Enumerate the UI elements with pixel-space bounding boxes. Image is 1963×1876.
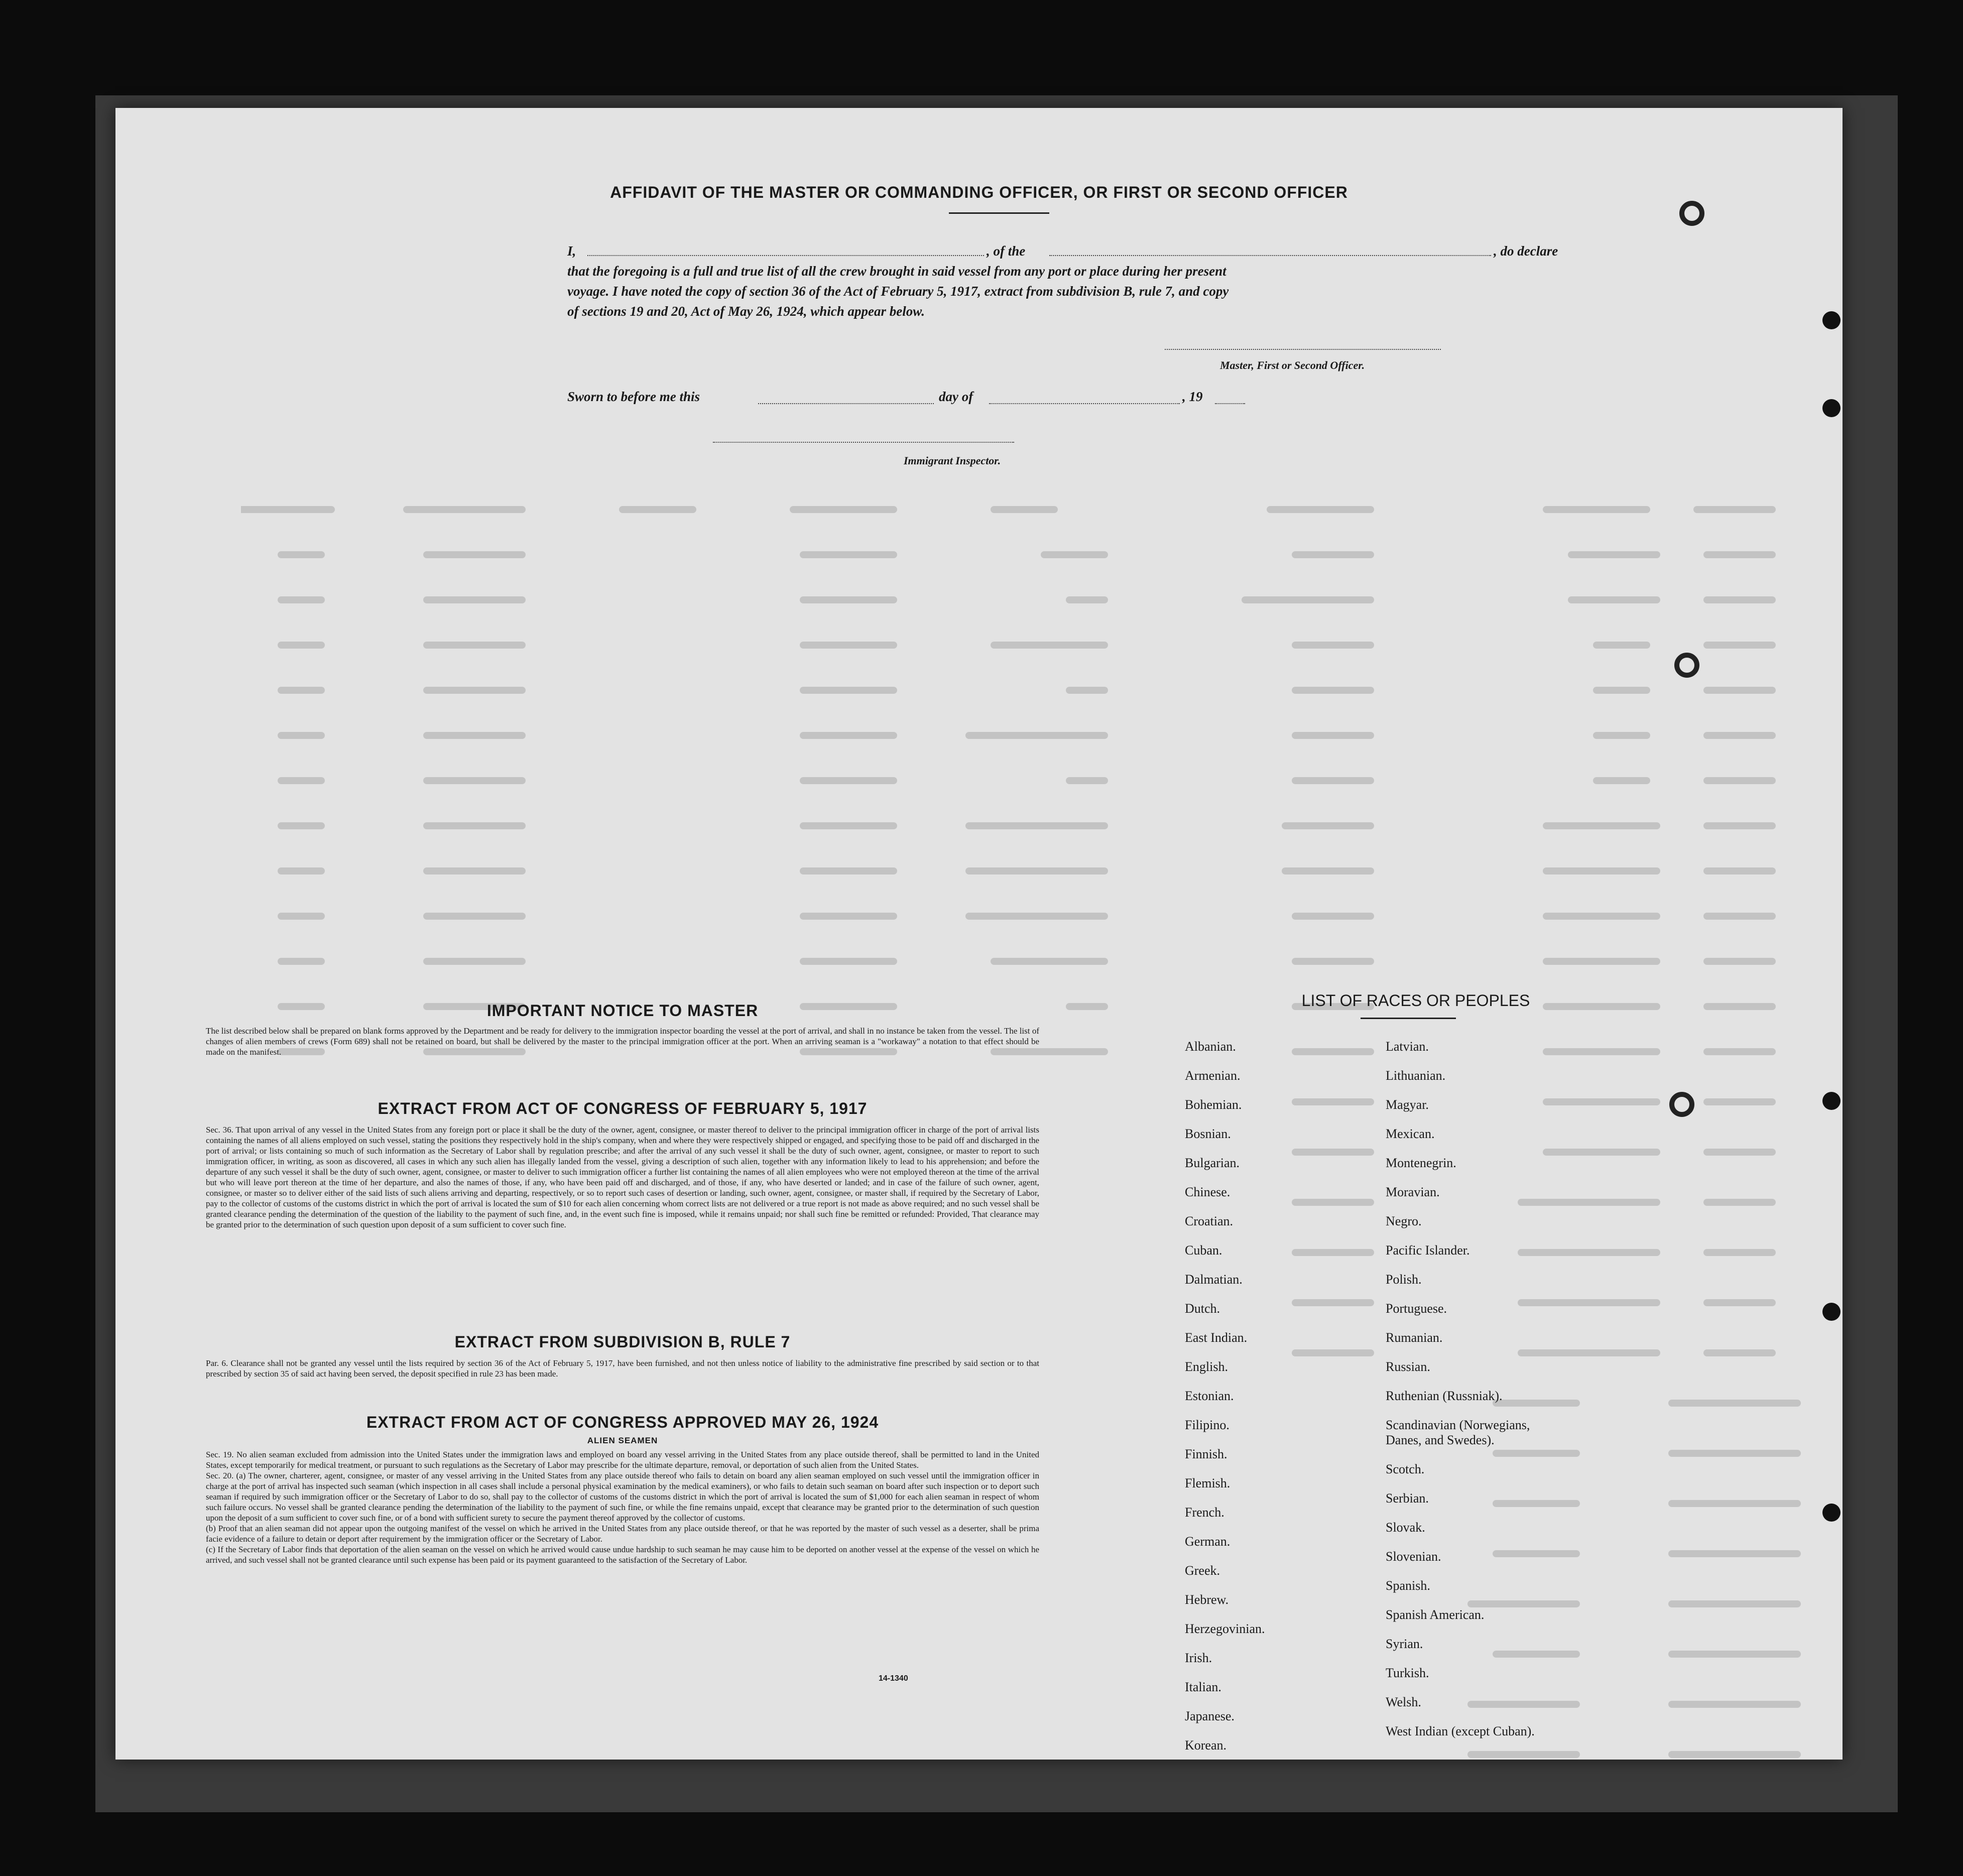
- section-19: Sec. 19. No alien seaman excluded from admission into the United States under the immigration laws and employed on board any vessel arriving in the United States from any place outside thereof, shall be permitted to land in the United States, except temporarily for medical treatment, or pursuant to such regulations as the Secretary of Labor may prescribe for the ultimate departure, removal, or deportation of such alien from the United States.: [206, 1450, 1039, 1470]
- notice-text: The list described below shall be prepared on blank forms approved by the Department and be ready for delivery to the immigration inspector boarding the vessel at the port of arrival, and shall in no instance be taken from the vessel. The list of changes of alien members of crews (Form 689) shall not be retained on board, but shall be delivered by the master to the principal immigration officer at the port. When an arriving seaman is a "workaway" a notation to that effect should be made on the manifest.: [206, 1026, 1039, 1057]
- race-item: Welsh.: [1386, 1695, 1421, 1709]
- extract-rule7-text: Par. 6. Clearance shall not be granted any vessel until the lists required by section 36 of the Act of February 5, 1917, have been furnished, and not then unless notice of liability to the administrative fine prescribed by said section or to that prescribed by section 35 of said act having been served, the deposit specified in rule 23 has been made.: [206, 1358, 1039, 1379]
- race-item: Slovak.: [1386, 1520, 1425, 1535]
- race-item: Rumanian.: [1386, 1330, 1443, 1345]
- race-item: Bulgarian.: [1185, 1156, 1240, 1170]
- name-field[interactable]: [587, 255, 984, 256]
- race-item: Albanian.: [1185, 1039, 1236, 1054]
- race-item: Finnish.: [1185, 1447, 1228, 1461]
- section-20b: (b) Proof that an alien seaman did not appear upon the outgoing manifest of the vessel on which he arrived in the United States from any place outside thereof, or that he was reported by the master of such vessel as a deserter, shall be prima facie evidence of a failure to detain or deport after requirement by the immigration officer or the Secretary of Labor.: [206, 1524, 1039, 1544]
- race-item: Estonian.: [1185, 1389, 1234, 1403]
- section-20c: (c) If the Secretary of Labor finds that deportation of the alien seaman on the vessel on which he arrived would cause undue hardship to such seaman he may cause him to be deported on another vessel at the expense of the vessel on which he arrived, and such vessel shall not be granted clearance until such expense has been paid or its payment guaranteed to the satisfaction of the Secretary of Labor.: [206, 1545, 1039, 1565]
- race-item: Cuban.: [1185, 1243, 1222, 1258]
- race-item: Polish.: [1386, 1272, 1422, 1287]
- race-item: Japanese.: [1185, 1709, 1235, 1723]
- notice-title: IMPORTANT NOTICE TO MASTER: [486, 1002, 759, 1020]
- race-item: Negro.: [1386, 1214, 1422, 1228]
- race-item: East Indian.: [1185, 1330, 1248, 1345]
- title-rule: [949, 212, 1049, 214]
- race-item: Turkish.: [1386, 1666, 1429, 1680]
- race-item: Irish.: [1185, 1651, 1212, 1665]
- vessel-field[interactable]: [1049, 255, 1491, 256]
- race-item: Bosnian.: [1185, 1127, 1231, 1141]
- race-item: Russian.: [1386, 1359, 1430, 1374]
- race-item: English.: [1185, 1359, 1228, 1374]
- race-item: Croatian.: [1185, 1214, 1234, 1228]
- races-title: LIST OF RACES OR PEOPLES: [1301, 991, 1530, 1010]
- affidavit-body: [567, 241, 1591, 321]
- punch-hole: [1822, 1504, 1841, 1522]
- race-item: Lithuanian.: [1386, 1068, 1446, 1083]
- statement-line-1: that the foregoing is a full and true list of all the crew brought in said vessel from any port or place during her present: [567, 264, 1226, 279]
- section-20a: Sec. 20. (a) The owner, charterer, agent, consignee, or master of any vessel arriving in the United States from any place outside thereof who fails to detain on board any alien seaman employed on such vessel until the immigration officer in charge at the port of arrival has inspected such seaman (which inspection in all cases shall include a personal physical examination by the medical examiners), or who fails to detain such seaman on board after such inspection or to deport such seaman if required by such immigration officer or the Secretary of Labor to do so, shall pay to the collector of customs of the customs district in which the port of arrival is located the sum of $1,000 for each alien seaman in respect of whom such failure occurs. No vessel shall be granted clearance pending the determination of the liability to the payment of such fine, or while the fine remains unpaid, except that clearance may be granted prior to the determination of such question upon the deposit of a sum sufficient to cover such fine, or of a bond with sufficient surety to secure the payment thereof approved by the collector of customs.: [206, 1471, 1039, 1523]
- race-item: Syrian.: [1386, 1637, 1423, 1651]
- punch-hole-ring: [1679, 201, 1704, 226]
- bleed-through-lower-lines: [894, 1393, 1822, 1760]
- race-item: Italian.: [1185, 1680, 1221, 1694]
- race-item: French.: [1185, 1505, 1224, 1520]
- year-prefix-label: , 19: [1182, 389, 1203, 404]
- punch-hole: [1822, 1303, 1841, 1321]
- race-item: Hebrew.: [1185, 1592, 1229, 1607]
- statement-line-3: of sections 19 and 20, Act of May 26, 1924, which appear below.: [567, 304, 925, 319]
- document-page: [115, 108, 1843, 1760]
- statement-line-2: voyage. I have noted the copy of section 36 of the Act of February 5, 1917, extract from subdivision B, rule 7, and copy: [567, 284, 1229, 299]
- day-of-label: day of: [939, 389, 973, 404]
- race-item: Pacific Islander.: [1386, 1243, 1470, 1258]
- race-item: Moravian.: [1386, 1185, 1440, 1199]
- race-item: Slovenian.: [1386, 1549, 1441, 1564]
- extract-1917-title: EXTRACT FROM ACT OF CONGRESS OF FEBRUARY 5, 1917: [378, 1099, 868, 1117]
- race-item: Spanish.: [1386, 1578, 1430, 1593]
- race-item: Portuguese.: [1386, 1301, 1447, 1316]
- race-item: Spanish American.: [1386, 1607, 1485, 1622]
- punch-hole: [1822, 1092, 1841, 1110]
- inspector-caption: Immigrant Inspector.: [904, 454, 1001, 467]
- do-declare-label: , do declare: [1494, 243, 1558, 259]
- race-item: Scotch.: [1386, 1462, 1425, 1476]
- race-item: Scandinavian (Norwegians, Danes, and Swedes).: [1386, 1418, 1530, 1447]
- race-item: Flemish.: [1185, 1476, 1231, 1490]
- races-title-rule: [1361, 1018, 1456, 1019]
- of-the-label: , of the: [987, 243, 1026, 259]
- form-number: 14-1340: [879, 1674, 908, 1683]
- race-item: Magyar.: [1386, 1097, 1429, 1112]
- sworn-year-field[interactable]: [1215, 403, 1245, 404]
- inspector-signature-line[interactable]: [713, 442, 1014, 443]
- race-item: Chinese.: [1185, 1185, 1231, 1199]
- i-label: I,: [567, 243, 576, 259]
- race-item: Serbian.: [1386, 1491, 1429, 1506]
- extract-1917-text: Sec. 36. That upon arrival of any vessel in the United States from any foreign port or place it shall be the duty of the owner, agent, consignee, or master thereof to deliver to the principal immigration officer in charge of the port of arrival lists containing the names of all aliens employed on such vessel, stating the positions they respectively hold in the ship's company, when and where they were respectively shipped or engaged, and specifying those to be paid off and discharged in the port of arrival; or lists containing so much of such information as the Secretary of Labor shall by regulation prescribe; and after the arrival of any such vessel it shall be the duty of such owner, agent, consignee, or master to report to such immigration officer, in writing, as soon as discovered, all cases in which any such alien has illegally landed from the vessel, giving a description of such alien, together with any information likely to lead to his apprehension; and before the departure of any such vessel it shall be the duty of such owner, agent, consignee, or master to deliver to such immigration officer a further list containing the names of all alien employees who were not employed thereon at the time of the arrival but who will leave port thereon at the time of her departure, and also the names of those, if any, who have been paid off and discharged, and of those, if any, who have deserted or landed; and in case of the failure of such owner, agent, consignee, or master so to deliver either of the said lists of such aliens arriving and departing, respectively, or so to report such cases of desertion or landing, such owner, agent, consignee, or master shall, if required by the Secretary of Labor, pay to the collector of customs of the customs district in which the port of arrival is located the sum of $10 for each alien concerning whom correct lists are not delivered or a true report is not made as above required; and no such vessel shall be granted clearance pending the determination of the question of the liability to the payment of such fine, and, in the event such fine is imposed, while it remains unpaid; nor shall such fine be remitted or refunded: Provided, That clearance may be granted prior to the determination of such question upon deposit of a sum sufficient to cover such fine.: [206, 1125, 1039, 1229]
- master-caption: Master, First or Second Officer.: [1220, 359, 1365, 371]
- extract-1924-text: [206, 1449, 1039, 1565]
- affidavit-title: AFFIDAVIT OF THE MASTER OR COMMANDING OFFICER, OR FIRST OR SECOND OFFICER: [610, 183, 1348, 201]
- race-item: Latvian.: [1386, 1039, 1429, 1054]
- race-item: Armenian.: [1185, 1068, 1241, 1083]
- race-item: Dalmatian.: [1185, 1272, 1243, 1287]
- race-item: Greek.: [1185, 1563, 1220, 1578]
- race-item: Montenegrin.: [1386, 1156, 1456, 1170]
- punch-hole: [1822, 399, 1841, 417]
- bleed-through-table-lines: [241, 489, 1822, 1393]
- race-item: Dutch.: [1185, 1301, 1220, 1316]
- race-item: Mexican.: [1386, 1127, 1435, 1141]
- race-item: Ruthenian (Russniak).: [1386, 1389, 1503, 1403]
- race-item: Herzegovinian.: [1185, 1621, 1265, 1636]
- race-item: Bohemian.: [1185, 1097, 1242, 1112]
- race-item: Korean.: [1185, 1738, 1227, 1753]
- master-signature-line[interactable]: [1165, 349, 1441, 350]
- sworn-day-field[interactable]: [758, 403, 934, 404]
- extract-1924-title: EXTRACT FROM ACT OF CONGRESS APPROVED MAY 26, 1924: [366, 1413, 879, 1431]
- race-item: West Indian (except Cuban).: [1386, 1724, 1535, 1738]
- sworn-month-field[interactable]: [989, 403, 1180, 404]
- race-item: Filipino.: [1185, 1418, 1230, 1432]
- sworn-label: Sworn to before me this: [567, 389, 700, 404]
- extract-1924-subtitle: ALIEN SEAMEN: [587, 1436, 658, 1445]
- race-item: German.: [1185, 1534, 1231, 1549]
- extract-rule7-title: EXTRACT FROM SUBDIVISION B, RULE 7: [454, 1333, 791, 1351]
- sworn-row: [567, 389, 1320, 409]
- punch-hole: [1822, 311, 1841, 329]
